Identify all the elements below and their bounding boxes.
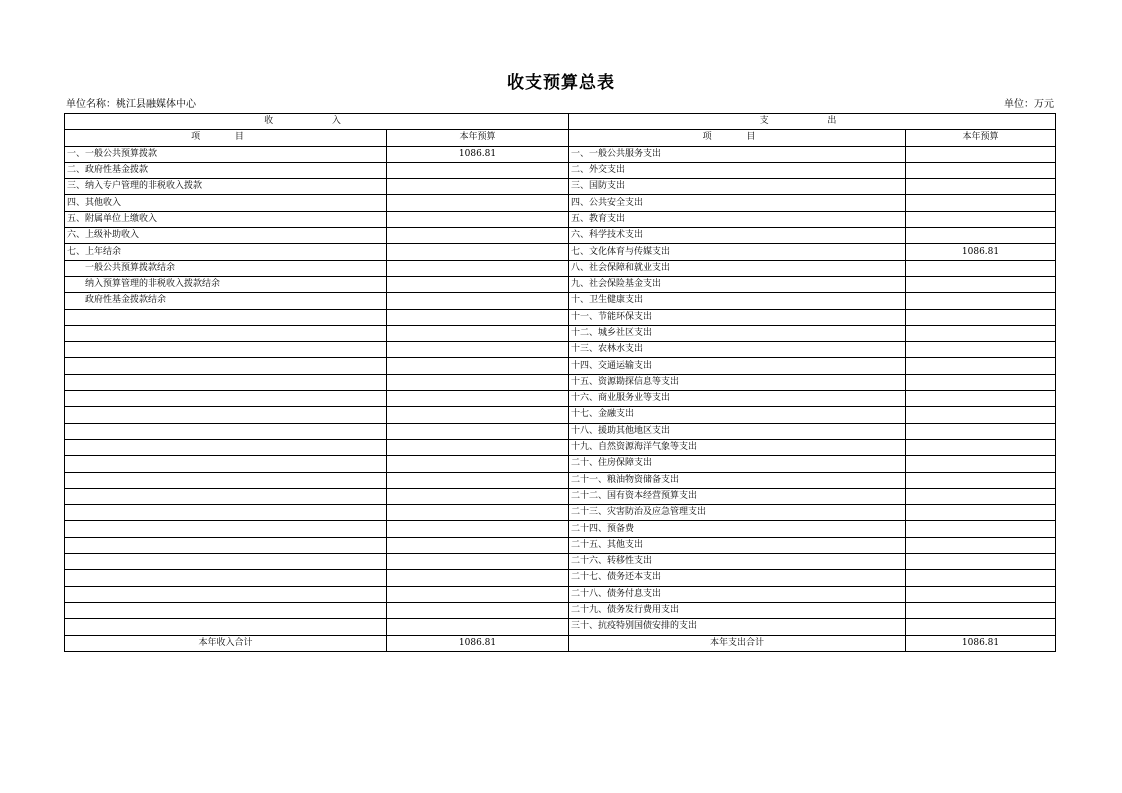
income-item-cell: 六、上级补助收入 [65,228,387,244]
income-budget-cell [387,211,569,227]
income-item-header-label: 项 目 [191,132,260,143]
income-item-cell [65,342,387,358]
expense-item-cell: 八、社会保障和就业支出 [569,260,906,276]
unit-label: 单位：万元 [1004,99,1054,110]
table-row [65,472,1056,488]
expense-budget-cell [906,260,1056,276]
expense-item-cell: 三、国防支出 [569,179,906,195]
income-item-cell: 一般公共预算拨款结余 [65,260,387,276]
table-row [65,619,1056,635]
table-row [65,342,1056,358]
income-item-cell [65,537,387,553]
expense-budget-cell [906,162,1056,178]
income-budget-cell [387,228,569,244]
income-item-cell [65,456,387,472]
expense-budget-cell [906,391,1056,407]
expense-item-cell: 九、社会保险基金支出 [569,276,906,292]
income-section-header [65,114,569,130]
expense-total-label: 本年支出合计 [569,635,906,651]
expense-budget-cell [906,439,1056,455]
income-budget-cell [387,260,569,276]
expense-budget-cell [906,570,1056,586]
income-budget-cell [387,407,569,423]
income-budget-cell [387,391,569,407]
income-budget-cell [387,619,569,635]
expense-budget-cell [906,423,1056,439]
table-row [65,325,1056,341]
income-budget-header: 本年预算 [387,130,569,146]
income-budget-cell [387,472,569,488]
expense-budget-cell [906,488,1056,504]
income-budget-cell [387,276,569,292]
budget-table [64,113,1056,652]
income-item-cell [65,554,387,570]
table-row [65,146,1056,162]
expense-budget-header: 本年预算 [906,130,1056,146]
budget-table-body [65,114,1056,652]
income-budget-cell [387,162,569,178]
table-row [65,537,1056,553]
table-row [65,586,1056,602]
expense-item-cell: 二十六、转移性支出 [569,554,906,570]
income-budget-cell [387,439,569,455]
expense-budget-cell [906,195,1056,211]
income-item-cell [65,521,387,537]
income-budget-cell [387,554,569,570]
expense-item-cell: 十一、节能环保支出 [569,309,906,325]
expense-item-cell: 十八、援助其他地区支出 [569,423,906,439]
income-budget-cell [387,570,569,586]
expense-budget-cell [906,537,1056,553]
income-budget-cell [387,537,569,553]
income-item-cell [65,407,387,423]
expense-item-cell: 六、科学技术支出 [569,228,906,244]
expense-item-cell: 二十三、灾害防治及应急管理支出 [569,505,906,521]
expense-budget-cell [906,309,1056,325]
expense-item-cell: 三十、抗疫特别国债安排的支出 [569,619,906,635]
column-header-row [65,130,1056,146]
income-budget-cell [387,505,569,521]
income-item-cell [65,619,387,635]
expense-budget-cell [906,505,1056,521]
income-item-cell [65,374,387,390]
expense-item-cell: 二十二、国有资本经营预算支出 [569,488,906,504]
table-row [65,211,1056,227]
income-item-cell [65,570,387,586]
table-row [65,358,1056,374]
table-row [65,423,1056,439]
table-row [65,244,1056,260]
income-item-cell: 纳入预算管理的非税收入拨款结余 [65,276,387,292]
table-row [65,602,1056,618]
income-budget-cell [387,342,569,358]
income-item-cell [65,358,387,374]
expense-budget-cell [906,325,1056,341]
expense-budget-cell [906,472,1056,488]
income-item-cell: 七、上年结余 [65,244,387,260]
section-header-row [65,114,1056,130]
income-item-cell: 二、政府性基金拨款 [65,162,387,178]
table-row [65,293,1056,309]
expense-budget-cell [906,342,1056,358]
expense-item-cell: 四、公共安全支出 [569,195,906,211]
expense-item-cell: 十九、自然资源海洋气象等支出 [569,439,906,455]
income-item-cell [65,602,387,618]
expense-item-cell: 十六、商业服务业等支出 [569,391,906,407]
income-section-label: 收 入 [264,116,369,127]
expense-item-cell: 二十五、其他支出 [569,537,906,553]
income-item-cell [65,325,387,341]
expense-budget-cell: 1086.81 [906,244,1056,260]
income-total-label: 本年收入合计 [65,635,387,651]
expense-item-cell: 十四、交通运输支出 [569,358,906,374]
income-budget-cell [387,293,569,309]
expense-section-header [569,114,1056,130]
table-row [65,391,1056,407]
income-budget-cell [387,456,569,472]
expense-item-cell: 十五、资源勘探信息等支出 [569,374,906,390]
expense-budget-cell [906,619,1056,635]
expense-item-cell: 二十八、债务付息支出 [569,586,906,602]
income-item-cell [65,391,387,407]
expense-budget-cell [906,293,1056,309]
expense-item-cell: 十、卫生健康支出 [569,293,906,309]
income-budget-cell [387,488,569,504]
expense-item-cell: 二、外交支出 [569,162,906,178]
income-budget-cell [387,586,569,602]
income-item-cell: 三、纳入专户管理的非税收入拨款 [65,179,387,195]
table-row [65,195,1056,211]
expense-item-cell: 二十九、债务发行费用支出 [569,602,906,618]
expense-budget-cell [906,456,1056,472]
income-budget-cell [387,195,569,211]
expense-total-value: 1086.81 [906,635,1056,651]
expense-item-cell: 二十一、粮油物资储备支出 [569,472,906,488]
expense-item-cell: 七、文化体育与传媒支出 [569,244,906,260]
table-row [65,407,1056,423]
expense-budget-cell [906,276,1056,292]
income-budget-cell [387,602,569,618]
income-item-cell [65,472,387,488]
expense-budget-cell [906,407,1056,423]
table-row [65,228,1056,244]
expense-budget-cell [906,521,1056,537]
expense-item-cell: 五、教育支出 [569,211,906,227]
table-row [65,309,1056,325]
income-item-cell: 四、其他收入 [65,195,387,211]
expense-budget-cell [906,374,1056,390]
income-item-cell: 政府性基金拨款结余 [65,293,387,309]
table-row [65,260,1056,276]
income-budget-cell [387,309,569,325]
income-budget-cell [387,358,569,374]
expense-section-label: 支 出 [759,116,865,127]
expense-item-cell: 二十七、债务还本支出 [569,570,906,586]
expense-budget-cell [906,554,1056,570]
expense-budget-cell [906,228,1056,244]
table-row [65,570,1056,586]
table-row [65,488,1056,504]
income-item-header [65,130,387,146]
income-budget-cell [387,374,569,390]
income-item-cell [65,488,387,504]
table-row [65,554,1056,570]
table-row [65,374,1056,390]
table-row [65,179,1056,195]
table-row [65,505,1056,521]
income-budget-cell [387,179,569,195]
expense-item-cell: 二十、住房保障支出 [569,456,906,472]
table-row [65,276,1056,292]
income-item-cell: 一、一般公共预算拨款 [65,146,387,162]
income-item-cell [65,423,387,439]
expense-budget-cell [906,146,1056,162]
income-budget-cell [387,244,569,260]
expense-item-cell: 十三、农林水支出 [569,342,906,358]
income-budget-cell [387,521,569,537]
expense-budget-cell [906,211,1056,227]
expense-item-cell: 一、一般公共服务支出 [569,146,906,162]
expense-item-header [569,130,906,146]
income-budget-cell: 1086.81 [387,146,569,162]
expense-item-cell: 二十四、预备费 [569,521,906,537]
income-item-cell [65,505,387,521]
income-total-value: 1086.81 [387,635,569,651]
expense-budget-cell [906,602,1056,618]
totals-row [65,635,1056,651]
expense-budget-cell [906,358,1056,374]
expense-item-cell: 十二、城乡社区支出 [569,325,906,341]
income-item-cell [65,586,387,602]
expense-item-cell: 十七、金融支出 [569,407,906,423]
table-row [65,521,1056,537]
income-budget-cell [387,423,569,439]
income-item-cell [65,309,387,325]
table-row [65,456,1056,472]
expense-budget-cell [906,179,1056,195]
income-item-cell: 五、附属单位上缴收入 [65,211,387,227]
expense-budget-cell [906,586,1056,602]
income-budget-cell [387,325,569,341]
table-row [65,439,1056,455]
unit-name-label: 单位名称：桃江县融媒体中心 [66,99,196,110]
page-title: 收支预算总表 [507,73,615,93]
table-row [65,162,1056,178]
income-item-cell [65,439,387,455]
expense-item-header-label: 项 目 [702,132,772,143]
